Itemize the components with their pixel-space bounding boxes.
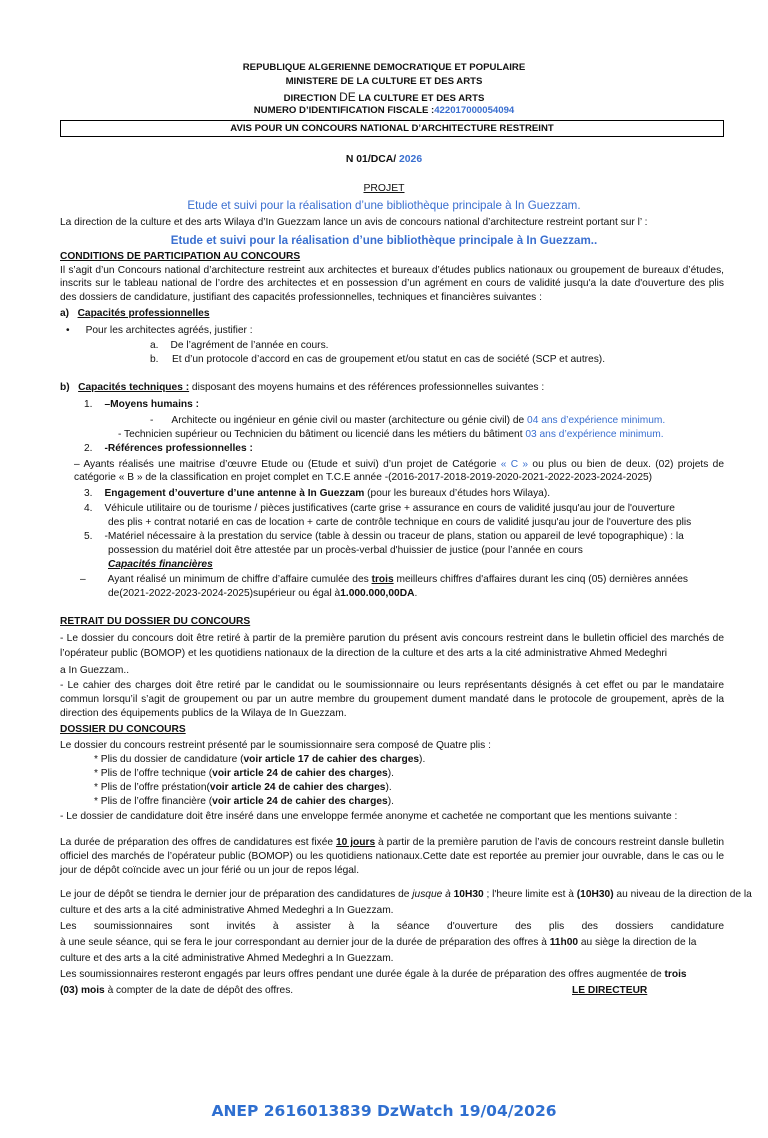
projet-title: Etude et suivi pour la réalisation d’une bibliothèque principale à In Guezzam.	[187, 199, 581, 212]
item3-bold: Engagement d’ouverture d’une antenne à In Guezzam	[104, 488, 365, 499]
retrait-heading: RETRAIT DU DOSSIER DU CONCOURS	[60, 616, 251, 627]
p1-days: 10 jours	[335, 837, 376, 848]
p3a: à une seule séance, qui se fera le jour correspondant au dernier jour de la durée de préparation des offres à	[60, 937, 550, 948]
a-marker: a)	[60, 308, 70, 319]
dossier-item-bold: voir article 24 de cahier des charges	[212, 796, 388, 807]
retrait-p2: - Le cahier des charges doit être retiré par le candidat ou le soumissionnaire ou leurs représentants désignés à cet effet ou par le mandataire commun lorsqu’il s’agit de groupement ou par un autre membre du groupement dument mandaté dans le protocole de groupement, après de la direction des équipements publics de la Wilaya de In Guezzam.	[60, 680, 724, 719]
mh2-blue: 03 ans d’expérience minimum.	[525, 429, 664, 440]
dossier-intro: Le dossier du concours restreint présenté par le soumissionnaire sera composé de Quatre plis :	[60, 740, 491, 751]
header-nif	[0, 105, 768, 118]
dossier-item-end: ).	[419, 754, 426, 765]
dossier-item-text: * Plis de l’offre technique (	[94, 768, 213, 779]
p4b: à compter de la date de dépôt des offres.	[104, 985, 294, 996]
fin-c: de(2021-2022-2023-2024-2025)supérieur ou égal à	[108, 588, 341, 599]
bullet-architectes	[66, 324, 730, 337]
dossier-heading: DOSSIER DU CONCOURS	[60, 724, 186, 735]
p2-h2: (10H30)	[576, 889, 614, 900]
dossier-item	[94, 781, 758, 794]
bullet-icon: •	[66, 325, 70, 336]
dossier-note: - Le dossier de candidature doit être inséré dans une enveloppe fermée anonyme et cachetée ne comportant que les mentions suivante :	[60, 811, 678, 822]
dossier-item-end: ).	[385, 782, 392, 793]
p4-bold2: (03) mois	[60, 985, 105, 996]
p3b: au siège la direction de la	[578, 937, 697, 948]
ref-a: – Ayants réalisés une maitrise d’œuvre Etude ou (Etude et suivi) d’un projet de Catégorie	[74, 459, 501, 470]
dossier-item	[94, 767, 758, 780]
fin-a: Ayant réalisé un minimum de chiffre d’affaire cumulée des	[107, 574, 372, 585]
item3-marker: 3.	[84, 488, 93, 499]
p2a: Le jour de dépôt se tiendra le dernier jour de préparation des candidatures de	[60, 889, 413, 900]
delais-p3-line1: Les soumissionnaires sont invités à assister à la séance d'ouverture des plis des dossiers candidature	[60, 921, 724, 932]
mh1-blue: 04 ans d’expérience minimum.	[527, 415, 666, 426]
projet-intro: La direction de la culture et des arts Wilaya d’In Guezzam lance un avis de concours national d’architecture restreint portant sur l’ :	[60, 217, 648, 228]
ref-prefix: N 01/DCA/	[345, 154, 399, 165]
p3-h: 11h00	[549, 937, 579, 948]
capacites-financieres: Capacités financières	[108, 559, 213, 570]
moyens-humains-1	[150, 414, 724, 427]
header-direction-a: DIRECTION	[283, 93, 340, 104]
sub-a-text: De l’agrément de l’année en cours.	[170, 340, 329, 351]
dossier-item-text: * Plis du dossier de candidature (	[94, 754, 244, 765]
delais-p3-line2	[60, 936, 724, 949]
item2-label: -Références professionnelles :	[104, 443, 253, 454]
item3-text: (pour les bureaux d’études hors Wilaya).	[364, 488, 551, 499]
b-text: disposant des moyens humains et des références professionnelles suivantes :	[189, 382, 545, 393]
item-5-cont: possession du matériel doit être attestée par un procès-verbal d'huissier de justice (pour l’année en cours	[108, 545, 583, 556]
fin-dash: –	[80, 574, 86, 585]
financieres-line-2	[108, 587, 768, 600]
item1-label: –Moyens humains :	[104, 399, 200, 410]
capacites-pro	[60, 307, 724, 320]
conditions-heading: CONDITIONS DE PARTICIPATION AU CONCOURS	[60, 251, 301, 262]
avis-box: AVIS POUR UN CONCOURS NATIONAL D’ARCHITECTURE RESTREINT	[60, 120, 724, 137]
b-marker: b)	[60, 382, 70, 393]
ref-cat: « C »	[500, 459, 529, 470]
item-1	[84, 398, 748, 411]
item5-marker: 5.	[84, 531, 93, 542]
dossier-item-bold: voir article 24 de cahier des charges	[212, 768, 388, 779]
mh2-text: - Technicien supérieur ou Technicien du bâtiment ou licencié dans les métiers du bâtiment	[118, 429, 526, 440]
delais-p1	[60, 836, 724, 878]
item-4	[84, 502, 748, 515]
references-text	[74, 458, 724, 485]
item1-marker: 1.	[84, 399, 93, 410]
dossier-item-end: ).	[387, 796, 394, 807]
financieres-line-1	[80, 573, 744, 586]
ref-b: ou plus ou bien de deux. (02) projets de catégorie « B » de la classification en projet complet en T.C.E année -(2016-2017-2018-2019-2020-2021-2022-2023-2024-2025)	[74, 459, 724, 484]
a-label: Capacités professionnelles	[77, 308, 210, 319]
capacites-tech	[60, 381, 724, 394]
item4-marker: 4.	[84, 503, 93, 514]
p2b: ; l'heure limite est à	[483, 889, 577, 900]
item-5	[84, 530, 748, 543]
sub-a-marker: a.	[150, 340, 159, 351]
item-3	[84, 487, 748, 500]
item-2	[84, 442, 748, 455]
dossier-item-text: * Plis de l’offre financière (	[94, 796, 213, 807]
header-republic: REPUBLIQUE ALGERIENNE DEMOCRATIQUE ET POPULAIRE	[242, 62, 526, 73]
p1a: La durée de préparation des offres de candidatures est fixée	[60, 837, 336, 848]
p4-bold: trois	[664, 969, 687, 980]
reference-number	[0, 153, 768, 167]
mh1-text: Architecte ou ingénieur en génie civil ou master (architecture ou génie civil) de	[171, 415, 528, 426]
fin-b: meilleurs chiffres d'affaires durant les cinq (05) dernières années	[393, 574, 688, 585]
header-ministry: MINISTERE DE LA CULTURE ET DES ARTS	[285, 76, 483, 87]
sub-b-marker: b.	[150, 354, 159, 365]
b-label: Capacités techniques :	[78, 382, 190, 393]
p2-h1: 10H30	[453, 889, 484, 900]
dossier-item-text: * Plis de l’offre préstation(	[94, 782, 210, 793]
fin-end: .	[414, 588, 418, 599]
header-direction-b: DE	[339, 90, 356, 104]
dossier-item	[94, 753, 758, 766]
nif-label: NUMERO D’IDENTIFICATION FISCALE :	[253, 105, 435, 116]
dossier-item	[94, 795, 758, 808]
mh1-dash: -	[150, 415, 154, 426]
retrait-p1-end: a In Guezzam..	[60, 665, 130, 676]
dossier-item-bold: voir article 24 de cahier des charges	[209, 782, 386, 793]
dossier-item-end: ).	[387, 768, 394, 779]
dossier-item-bold: voir article 17 de cahier des charges	[243, 754, 420, 765]
delais-p4-line1	[60, 968, 724, 981]
nif-value: 422017000054094	[434, 105, 515, 116]
fin-trois: trois	[371, 574, 394, 585]
item-4-cont: des plis + contrat notarié en cas de location + carte de contrôle technique en cours de validité jusqu'au jour de l'ouverture des plis	[108, 517, 692, 528]
footer-anep: ANEP 2616013839 DzWatch 19/04/2026	[211, 1102, 557, 1120]
delais-p3-line3: culture et des arts a la cité administrative Ahmed Medeghri a In Guezzam.	[60, 953, 394, 964]
p1b: à partir de la première parution de l’avis de concours restreint dansle bulletin officiel des marchés de l’opérateur public (BOMOP) ou les quotidiens nationaux.Cette date est reportée au premier jour ouvrable, dans le cas ou le jour de dépôt coïncide avec un jour férié ou un jour de repos légal.	[60, 837, 725, 876]
p2-italic: jusque à	[412, 889, 454, 900]
ref-year: 2026	[399, 154, 423, 165]
sub-item-a	[150, 339, 724, 352]
conditions-paragraph: Il s’agit d’un Concours national d’architecture restreint aux architectes et bureaux d’études publics nationaux ou groupement de bureaux d’études, inscrits sur le tableau national de l’ordre des architectes et en possession d’un agrément en cours de validité jusqu'a la date d'ouverture des plis des dossiers de candidature, justifiant des capacités professionnelles, techniques et financières suivantes :	[60, 265, 724, 303]
p4a: Les soumissionnaires resteront engagés par leurs offres pendant une durée égale à la durée de préparation des offres augmentée de	[60, 969, 665, 980]
bullet-text: Pour les architectes agréés, justifier :	[85, 325, 253, 336]
header-direction-c: LA CULTURE ET DES ARTS	[355, 93, 485, 104]
projet-label: PROJET	[363, 183, 405, 194]
signature: LE DIRECTEUR	[572, 985, 648, 996]
moyens-humains-2	[118, 428, 724, 441]
fin-amount: 1.000.000,00DA	[340, 588, 415, 599]
sub-item-b	[150, 353, 724, 366]
delais-p2-line1	[60, 888, 752, 901]
header-direction	[0, 90, 768, 106]
item4-line1: Véhicule utilitaire ou de tourisme / pièces justificatives (carte grise + assurance en cours de validité jusqu'au jour de l'ouverture	[104, 503, 675, 514]
sub-b-text: Et d’un protocole d’accord en cas de groupement et/ou statut en cas de société (SCP et autres).	[172, 354, 606, 365]
delais-p2-line2: culture et des arts a la cité administrative Ahmed Medeghri a In Guezzam.	[60, 905, 394, 916]
retrait-p1: - Le dossier du concours doit être retiré à partir de la première parution du présent avis concours restreint dans le bulletin officiel des marchés de l’opérateur public (BOMOP) et les quotidiens nationaux de la direction de la culture et des arts a la cité administrative Ahmed Medeghri	[60, 633, 724, 660]
p2c: au niveau de la direction de la	[613, 889, 752, 900]
item5-line1: -Matériel nécessaire à la prestation du service (table à dessin ou traceur de plans, station ou appareil de levé topographique) : la	[104, 531, 684, 542]
item2-marker: 2.	[84, 443, 93, 454]
projet-title-2: Etude et suivi pour la réalisation d’une bibliothèque principale à In Guezzam..	[170, 234, 598, 247]
